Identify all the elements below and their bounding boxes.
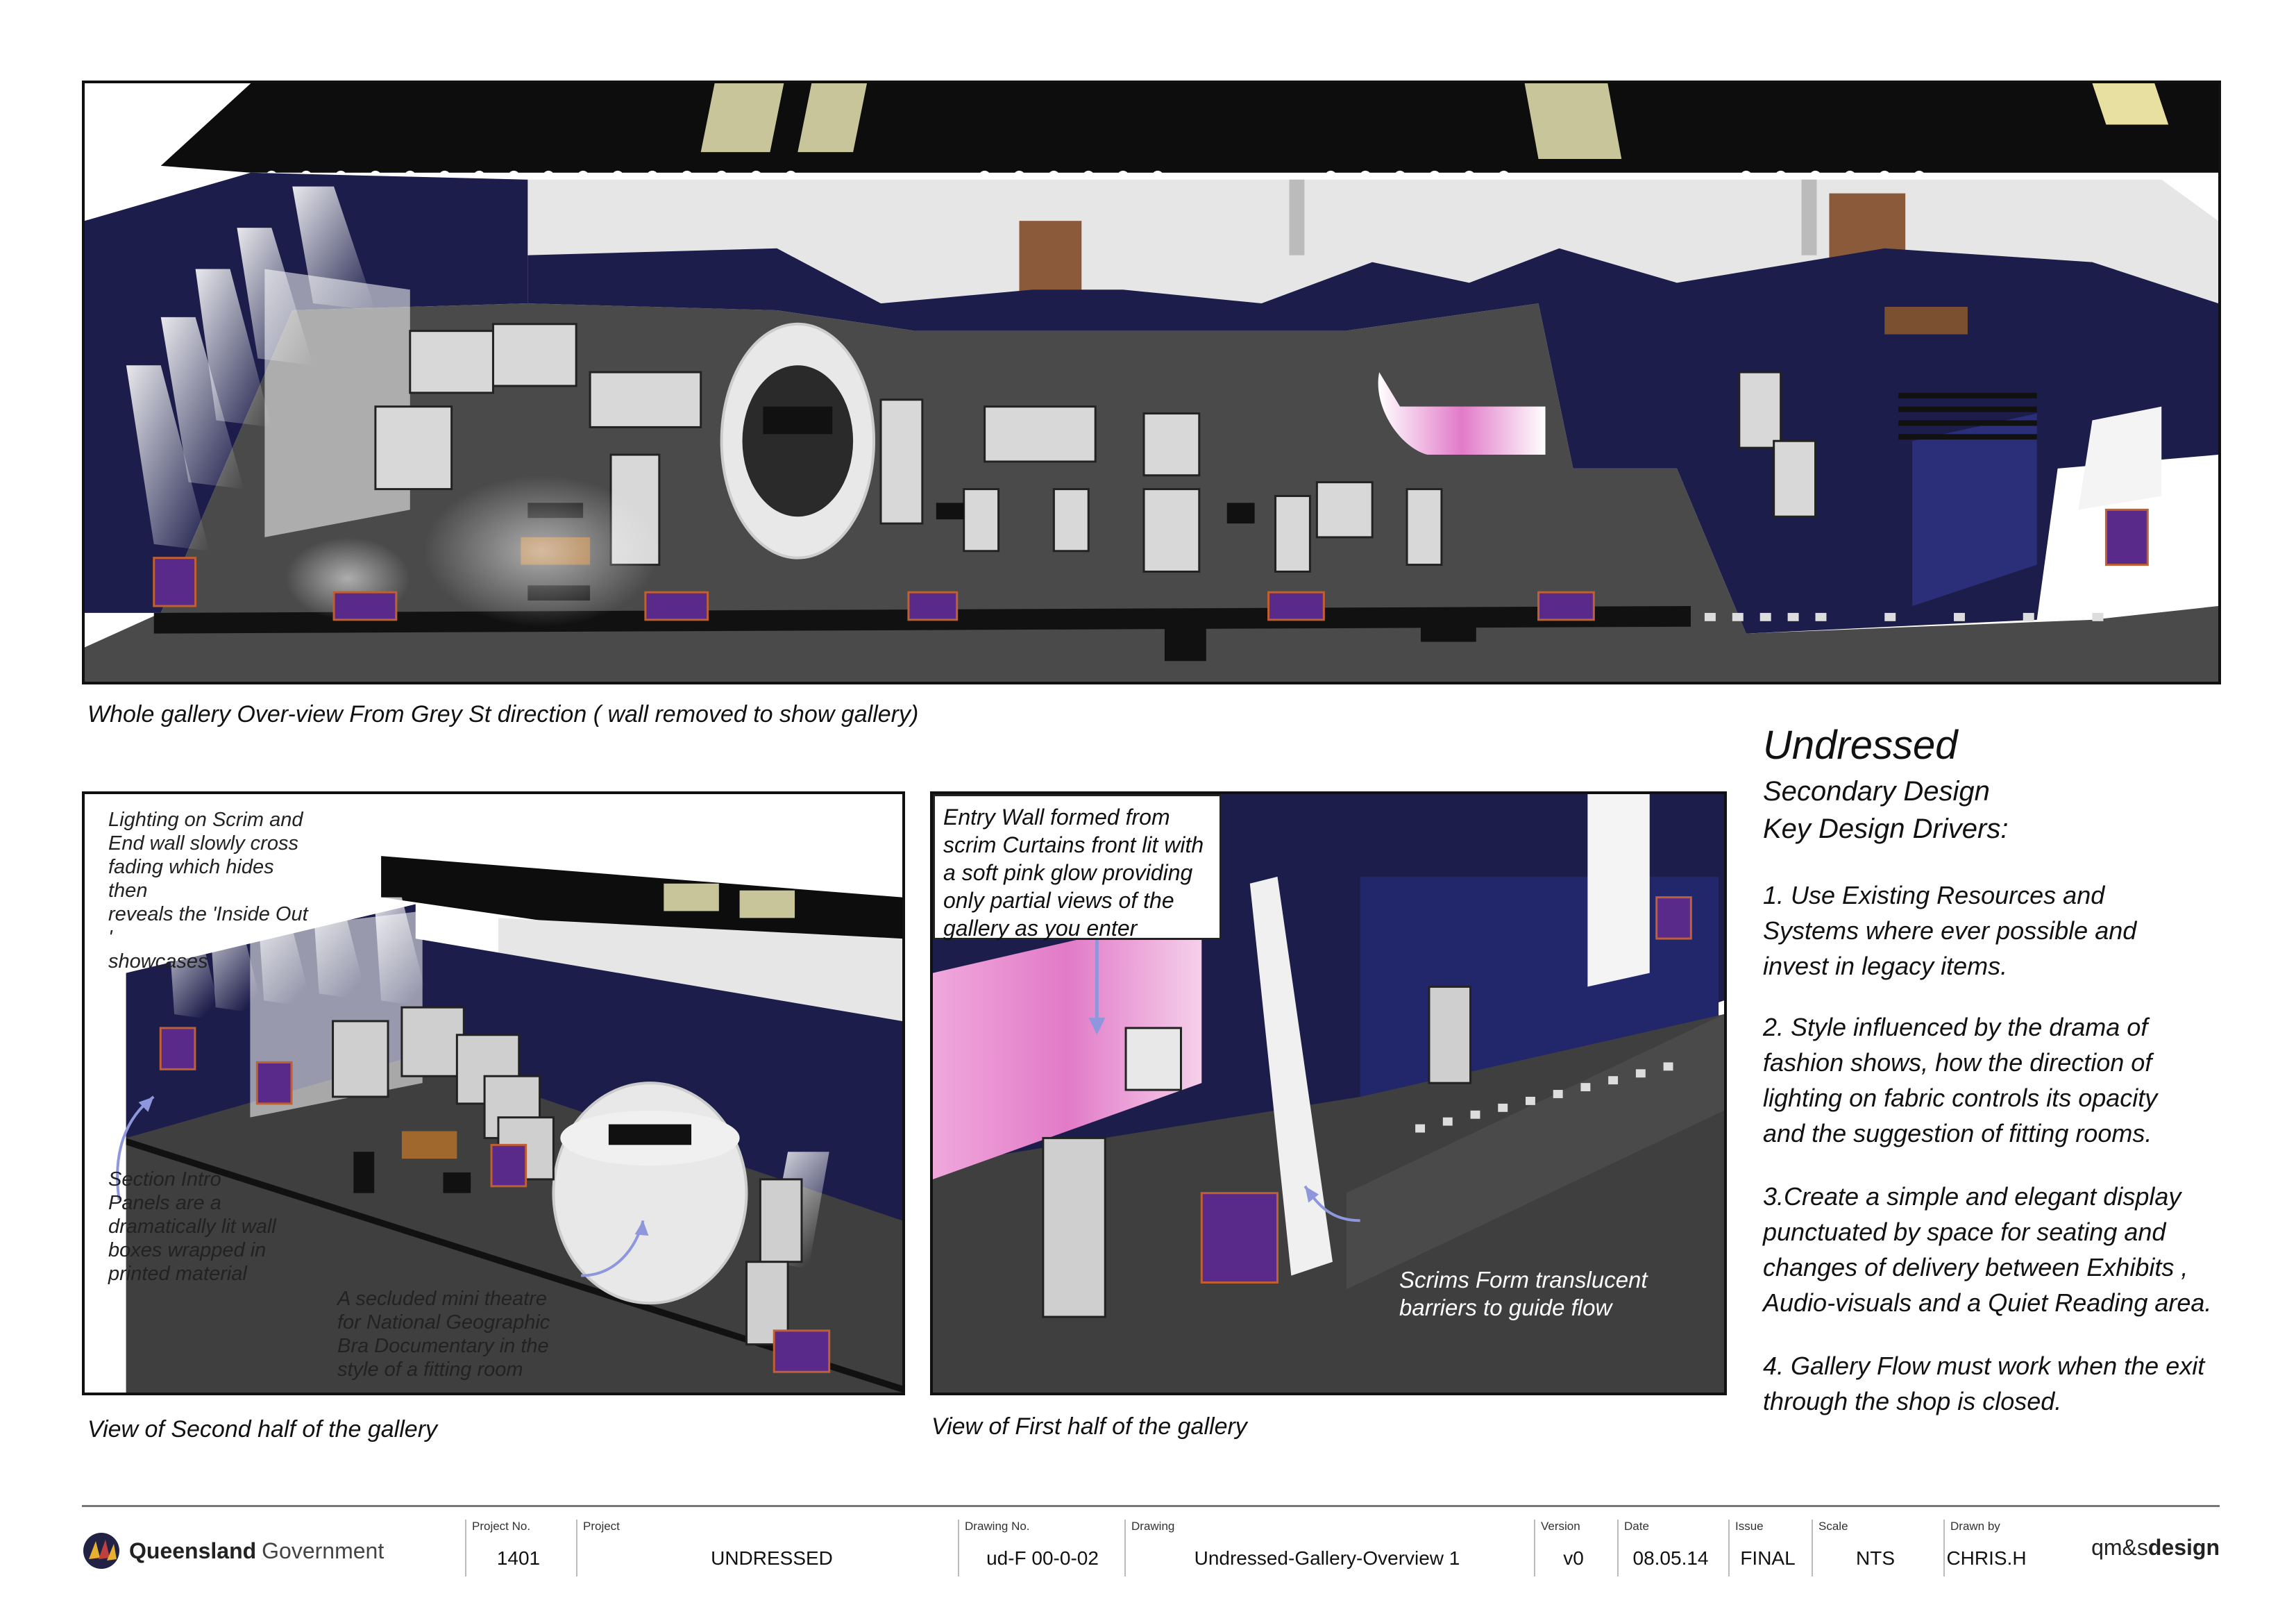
title-block [82, 1505, 2220, 1583]
driver-2: 2. Style influenced by the drama of fashion shows, how the direction of lighting on fabric controls its opacity and the suggestion of fitting rooms. [1763, 1013, 2158, 1147]
door [1019, 221, 1081, 296]
bench [1227, 503, 1255, 523]
second-half-caption: View of Second half of the gallery [87, 1416, 438, 1443]
mini-theatre-note: A secluded mini theatre for National Geographic Bra Documentary in the style of a fitting room [337, 1288, 550, 1381]
overview-caption: Whole gallery Over-view From Grey St direction ( wall removed to show gallery) [87, 701, 919, 728]
driver-4: 4. Gallery Flow must work when the exit through the shop is closed. [1763, 1352, 2205, 1415]
lighting-note: Lighting on Scrim and End wall slowly cross fading which hides then reveals the 'Inside Out ' showcases [108, 809, 308, 973]
tb-version: Version v0 [1534, 1520, 1612, 1576]
tb-drawn-by: Drawn by CHRIS.H [1943, 1520, 2028, 1576]
bench [443, 1172, 471, 1193]
tb-project-no: Project No. 1401 [465, 1520, 571, 1576]
scrims-note: Scrims Form translucent barriers to guide flow [1399, 1267, 1648, 1320]
overview-render [82, 81, 2221, 684]
queensland-government-logo: Queensland Government [82, 1527, 384, 1575]
design-subtitle: Secondary Design [1763, 776, 1990, 807]
bench [1421, 627, 1476, 642]
display-case [1126, 1028, 1181, 1090]
tb-project: Project UNDRESSED [576, 1520, 966, 1576]
tb-drawing: Drawing Undressed-Gallery-Overview 1 [1124, 1520, 1528, 1576]
tb-date: Date 08.05.14 [1617, 1520, 1723, 1576]
qms-design-logo: qm&sdesign [2091, 1535, 2220, 1560]
driver-3: 3.Create a simple and elegant display punctuated by space for seating and changes of delivery between Exhibits , Audio-visuals and a Quiet Reading area. [1763, 1182, 2212, 1317]
column [1289, 180, 1304, 255]
design-title: Undressed [1763, 723, 1958, 768]
skylight [1525, 83, 1622, 159]
intro-panel [1201, 1193, 1277, 1283]
bench [936, 503, 964, 519]
column [1802, 180, 1817, 255]
bench [353, 1152, 374, 1193]
ceiling [161, 83, 2218, 173]
drivers-heading: Key Design Drivers: [1763, 814, 2009, 844]
tb-scale: Scale NTS [1812, 1520, 1938, 1576]
queensland-crest-icon [82, 1531, 121, 1570]
showcase [1043, 1138, 1105, 1317]
white-scrim-right [1587, 794, 1649, 986]
tb-issue: Issue FINAL [1728, 1520, 1806, 1576]
first-half-caption: View of First half of the gallery [931, 1413, 1247, 1440]
section-intro-note: Section Intro Panels are a dramatically lit wall boxes wrapped in printed material [108, 1168, 276, 1285]
artwork [1884, 307, 1968, 335]
tb-drawing-no: Drawing No. ud-F 00-0-02 [958, 1520, 1126, 1576]
showcase-right [1429, 986, 1471, 1083]
table [402, 1131, 457, 1159]
driver-1: 1. Use Existing Resources and Systems where ever possible and invest in legacy items. [1763, 881, 2137, 980]
bench [1165, 627, 1206, 662]
skylight [701, 83, 784, 152]
entry-wall-callout: Entry Wall formed from scrim Curtains front lit with a soft pink glow providing only partial views of the gallery as you enter [933, 794, 1222, 940]
intro-panel [1657, 898, 1691, 939]
